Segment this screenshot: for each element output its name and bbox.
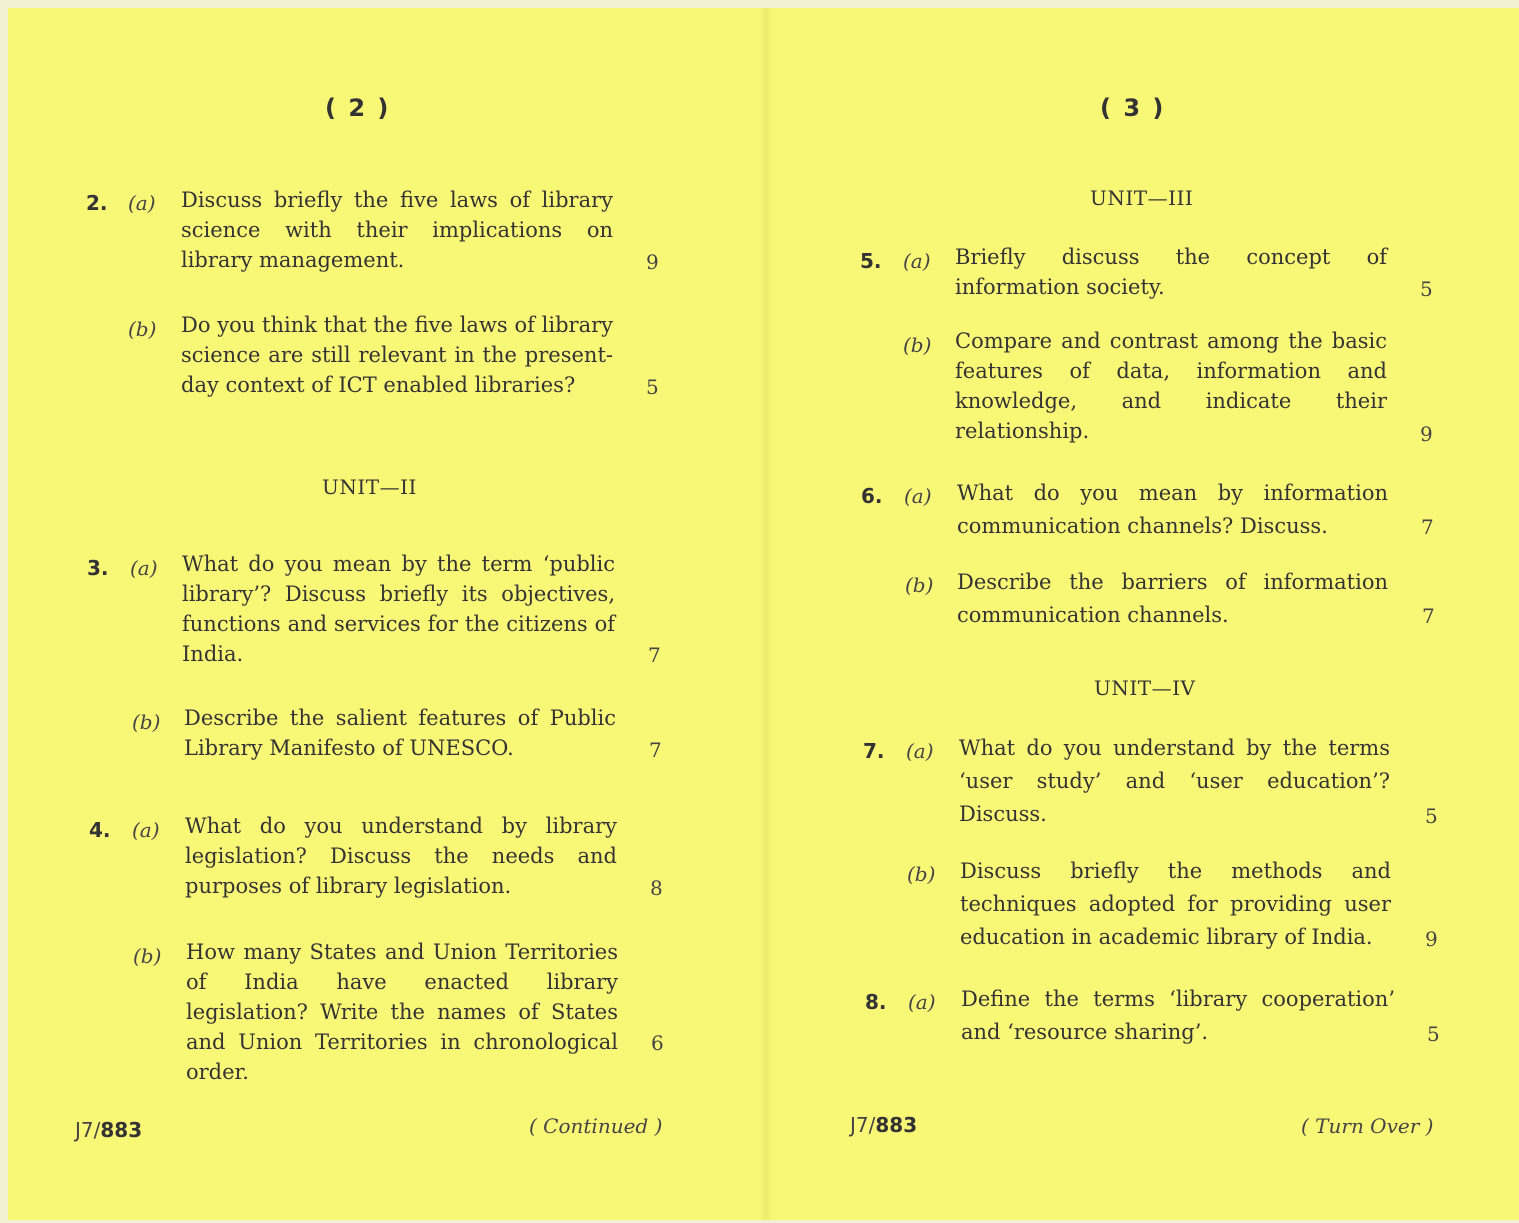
turn-over-note: ( Turn Over ) [1301,1114,1434,1138]
question-text: Describe the barriers of information communication channels. [957,570,1388,627]
paper-code [850,1113,917,1137]
paper-code [75,1118,142,1142]
question-text: What do you mean by the term ‘public library’? Discuss briefly its objectives, functions and services for the citizens of India. [182,552,615,666]
question-text: Compare and contrast among the basic features of data, information and knowledge, and indicate their relationship. [955,329,1387,443]
unit-heading: UNIT—IV [1094,676,1196,700]
paper-code-number: 883 [875,1113,918,1137]
question-part: (a) [903,249,931,273]
question-part: (b) [905,573,934,597]
question-number: 6. [861,484,883,508]
question-part: (a) [904,484,932,508]
question-part: (b) [128,317,157,341]
question-number: 3. [87,556,109,580]
marks: 5 [1425,804,1438,828]
question-text: Discuss briefly the five laws of library science with their implications on library management. [181,188,613,272]
unit-heading: UNIT—III [1090,186,1194,210]
question-text: What do you mean by information communication channels? Discuss. [957,481,1388,538]
paper-code-prefix: J7/ [75,1118,101,1142]
question-part: (a) [128,191,156,215]
marks: 8 [650,876,663,900]
question-number: 7. [863,739,885,763]
page-number: ( 2 ) [325,94,391,122]
marks: 7 [648,643,661,667]
question-part: (a) [130,556,158,580]
question-part: (b) [132,710,161,734]
question-part: (a) [908,990,936,1014]
question-number: 8. [865,990,887,1014]
question-text: Discuss briefly the methods and techniques adopted for providing user education in academic library of India. [960,859,1391,949]
marks: 5 [1427,1022,1440,1046]
marks: 5 [646,375,659,399]
page-number: ( 3 ) [1100,94,1166,122]
right-page [770,0,1519,1223]
marks: 9 [1425,927,1438,951]
question-text: What do you understand by the terms ‘user study’ and ‘user education’? Discuss. [959,736,1390,826]
question-part: (b) [907,862,936,886]
unit-heading: UNIT—II [322,475,417,499]
marks: 7 [1422,604,1435,628]
marks: 7 [1421,515,1434,539]
marks: 6 [651,1031,664,1055]
question-number: 5. [860,249,882,273]
question-text: Define the terms ‘library cooperation’ and ‘resource sharing’. [961,987,1395,1044]
question-text: Briefly discuss the concept of information society. [955,245,1387,299]
continued-note: ( Continued ) [529,1114,663,1138]
question-part: (a) [132,818,160,842]
marks: 9 [646,250,659,274]
question-text: Describe the salient features of Public Library Manifesto of UNESCO. [184,706,616,760]
question-number: 4. [89,818,111,842]
question-text: How many States and Union Territories of India have enacted library legislation? Write the names of States and Union Territories in chronological order. [186,940,618,1084]
question-part: (b) [133,944,162,968]
question-text: What do you understand by library legislation? Discuss the needs and purposes of library legislation. [185,814,617,898]
paper-code-number: 883 [100,1118,143,1142]
marks: 5 [1420,277,1433,301]
question-part: (a) [906,739,934,763]
marks: 7 [649,738,662,762]
question-part: (b) [903,333,932,357]
marks: 9 [1420,422,1433,446]
question-text: Do you think that the five laws of library science are still relevant in the present-day context of ICT enabled libraries? [181,313,613,397]
question-number: 2. [86,191,108,215]
paper-code-prefix: J7/ [850,1113,876,1137]
